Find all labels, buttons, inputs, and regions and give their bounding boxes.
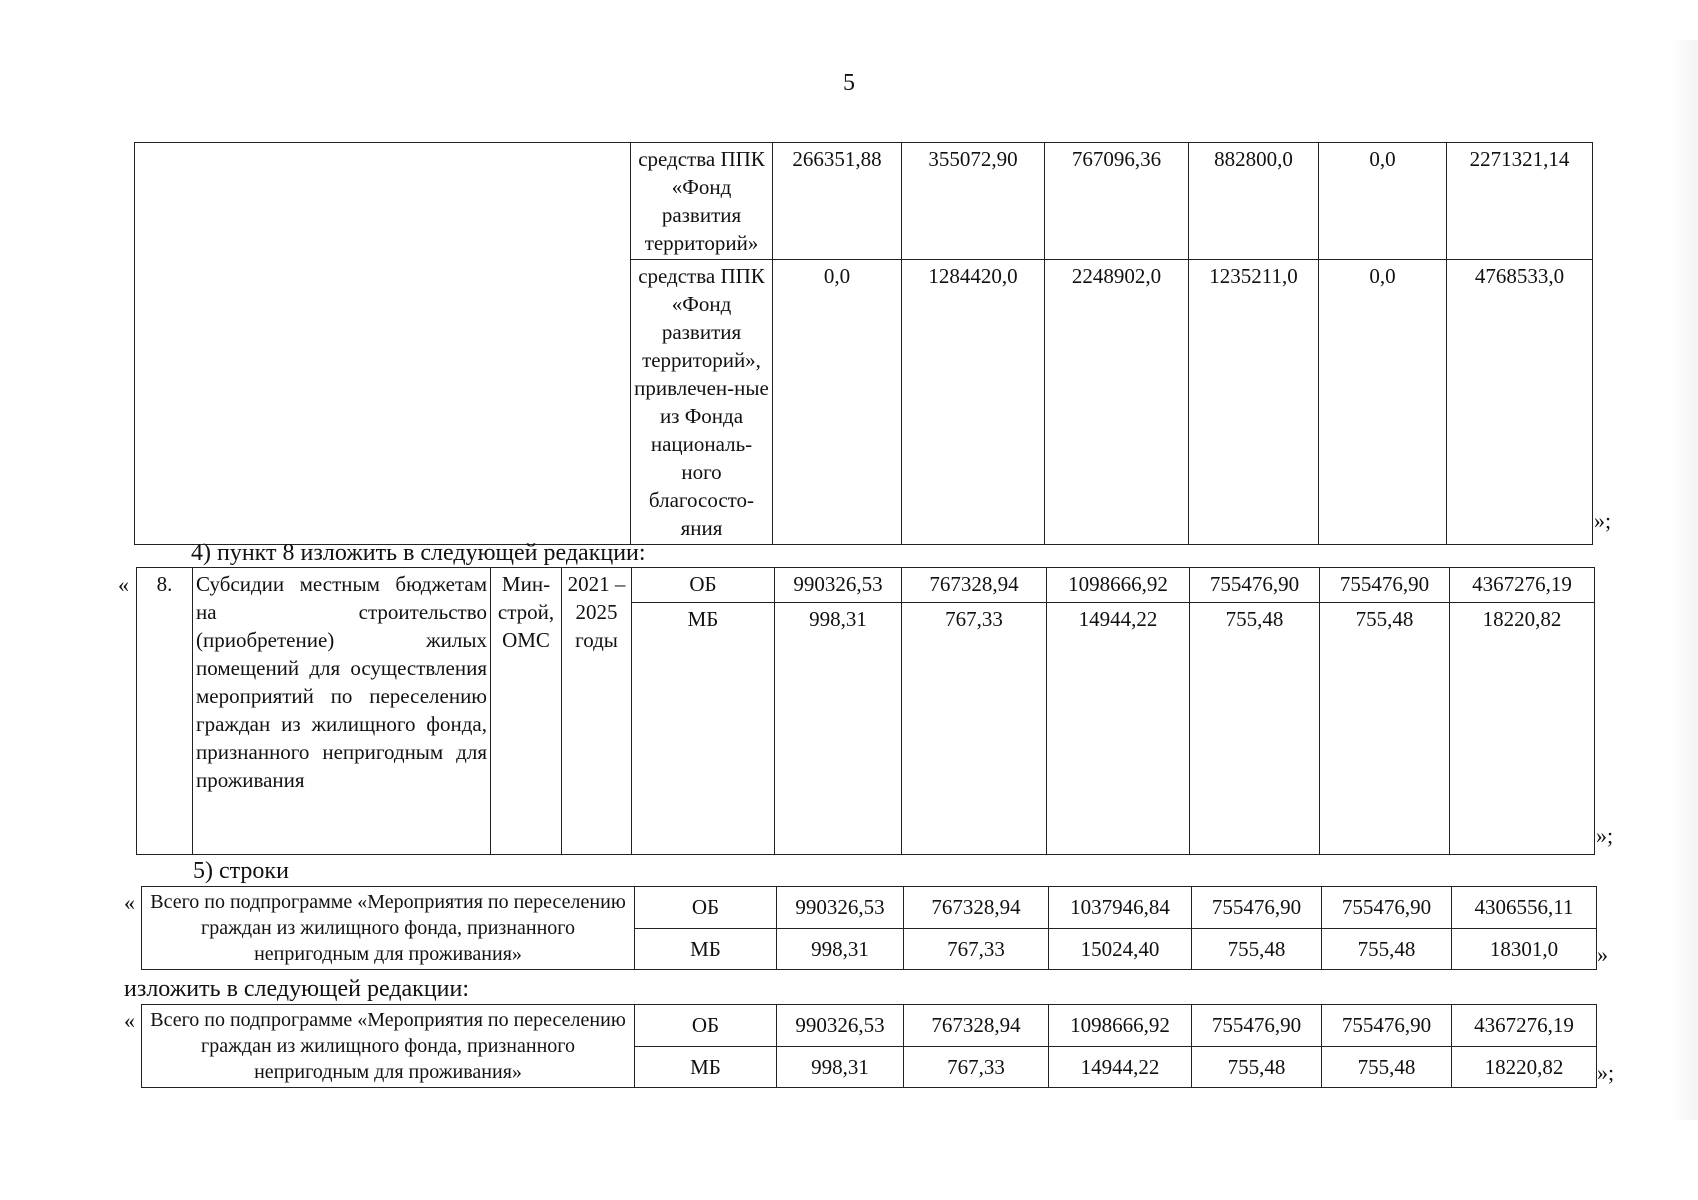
paragraph-5: 5) строки [193,858,289,884]
value-cell: 755,48 [1322,928,1452,970]
value-cell: 767328,94 [904,887,1049,929]
value-cell: 755,48 [1192,928,1322,970]
value-cell: 1098666,92 [1049,1005,1192,1047]
value-cell: 755476,90 [1192,887,1322,929]
value-cell: 767,33 [902,603,1047,855]
closing-quote: »; [1594,508,1612,533]
executor-cell: Мин-строй, ОМС [491,568,562,855]
value-cell: 755476,90 [1192,1005,1322,1047]
value-cell: 1037946,84 [1049,887,1192,929]
subprogram-total-label: Всего по подпрограмме «Мероприятия по переселению граждан из жилищного фонда, признанного непригодным для проживания» [142,1005,635,1088]
item8-table [136,567,1595,855]
value-cell: 767328,94 [904,1005,1049,1047]
paragraph-4: 4) пункт 8 изложить в следующей редакции: [191,540,646,566]
value-cell: 14944,22 [1047,603,1190,855]
table-row [137,568,1595,603]
value-cell: 755476,90 [1190,568,1320,603]
paragraph-new-wording: изложить в следующей редакции: [124,976,470,1002]
old-total-table [141,886,1597,970]
value-cell: 882800,0 [1189,143,1319,260]
item-name: Субсидии местным бюджетам на строительство (приобретение) жилых помещений для осуществления мероприятий по переселению граждан из жилищного фонда, признанного непригодным для проживания [193,568,491,855]
value-cell: 14944,22 [1049,1046,1192,1088]
value-cell: 767096,36 [1045,143,1189,260]
funding-source-cell: средства ППК «Фонд развития территорий», привлечен-ные из Фонда националь-ного благососто-яния [631,260,773,545]
table-row [135,143,1593,260]
value-cell: 18220,82 [1452,1046,1597,1088]
value-cell: 4367276,19 [1452,1005,1597,1047]
value-cell: 755,48 [1322,1046,1452,1088]
item-number: 8. [137,568,193,855]
value-cell: 4367276,19 [1450,568,1595,603]
value-cell: 4768533,0 [1447,260,1593,545]
value-cell: 755476,90 [1320,568,1450,603]
value-cell: 0,0 [1319,143,1447,260]
value-cell: 1235211,0 [1189,260,1319,545]
funding-source-cell: средства ППК «Фонд развития территорий» [631,143,773,260]
value-cell: 355072,90 [902,143,1045,260]
opening-quote: « [118,572,129,597]
opening-quote: « [124,1008,135,1033]
funding-source-cell: ОБ [635,1005,777,1047]
value-cell: 767328,94 [902,568,1047,603]
value-cell: 990326,53 [775,568,902,603]
period-cell: 2021 – 2025 годы [562,568,632,855]
value-cell: 266351,88 [773,143,902,260]
subprogram-total-label: Всего по подпрограмме «Мероприятия по переселению граждан из жилищного фонда, признанного непригодным для проживания» [142,887,635,970]
closing-quote: »; [1596,823,1614,848]
value-cell: 4306556,11 [1452,887,1597,929]
funding-source-cell: МБ [632,603,775,855]
value-cell: 1284420,0 [902,260,1045,545]
value-cell: 755,48 [1190,603,1320,855]
value-cell: 767,33 [904,928,1049,970]
value-cell: 767,33 [904,1046,1049,1088]
closing-quote: » [1597,942,1608,967]
value-cell: 0,0 [1319,260,1447,545]
closing-quote: »; [1597,1060,1615,1085]
table-row [142,887,1597,929]
table-row [142,1005,1597,1047]
value-cell: 998,31 [775,603,902,855]
value-cell: 755476,90 [1322,1005,1452,1047]
continued-funding-table [134,142,1593,545]
value-cell: 998,31 [777,1046,904,1088]
value-cell: 755476,90 [1322,887,1452,929]
funding-source-cell: ОБ [635,887,777,929]
value-cell: 755,48 [1320,603,1450,855]
value-cell: 18220,82 [1450,603,1595,855]
value-cell: 0,0 [773,260,902,545]
value-cell: 18301,0 [1452,928,1597,970]
value-cell: 990326,53 [777,887,904,929]
value-cell: 755,48 [1192,1046,1322,1088]
opening-quote: « [124,890,135,915]
funding-source-cell: МБ [635,1046,777,1088]
value-cell: 990326,53 [777,1005,904,1047]
value-cell: 15024,40 [1049,928,1192,970]
scan-edge-shadow [1672,40,1698,1120]
value-cell: 2248902,0 [1045,260,1189,545]
funding-source-cell: МБ [635,928,777,970]
empty-merged-cell [135,143,631,545]
page-number: 5 [843,70,855,96]
value-cell: 2271321,14 [1447,143,1593,260]
funding-source-cell: ОБ [632,568,775,603]
new-total-table [141,1004,1597,1088]
value-cell: 1098666,92 [1047,568,1190,603]
value-cell: 998,31 [777,928,904,970]
